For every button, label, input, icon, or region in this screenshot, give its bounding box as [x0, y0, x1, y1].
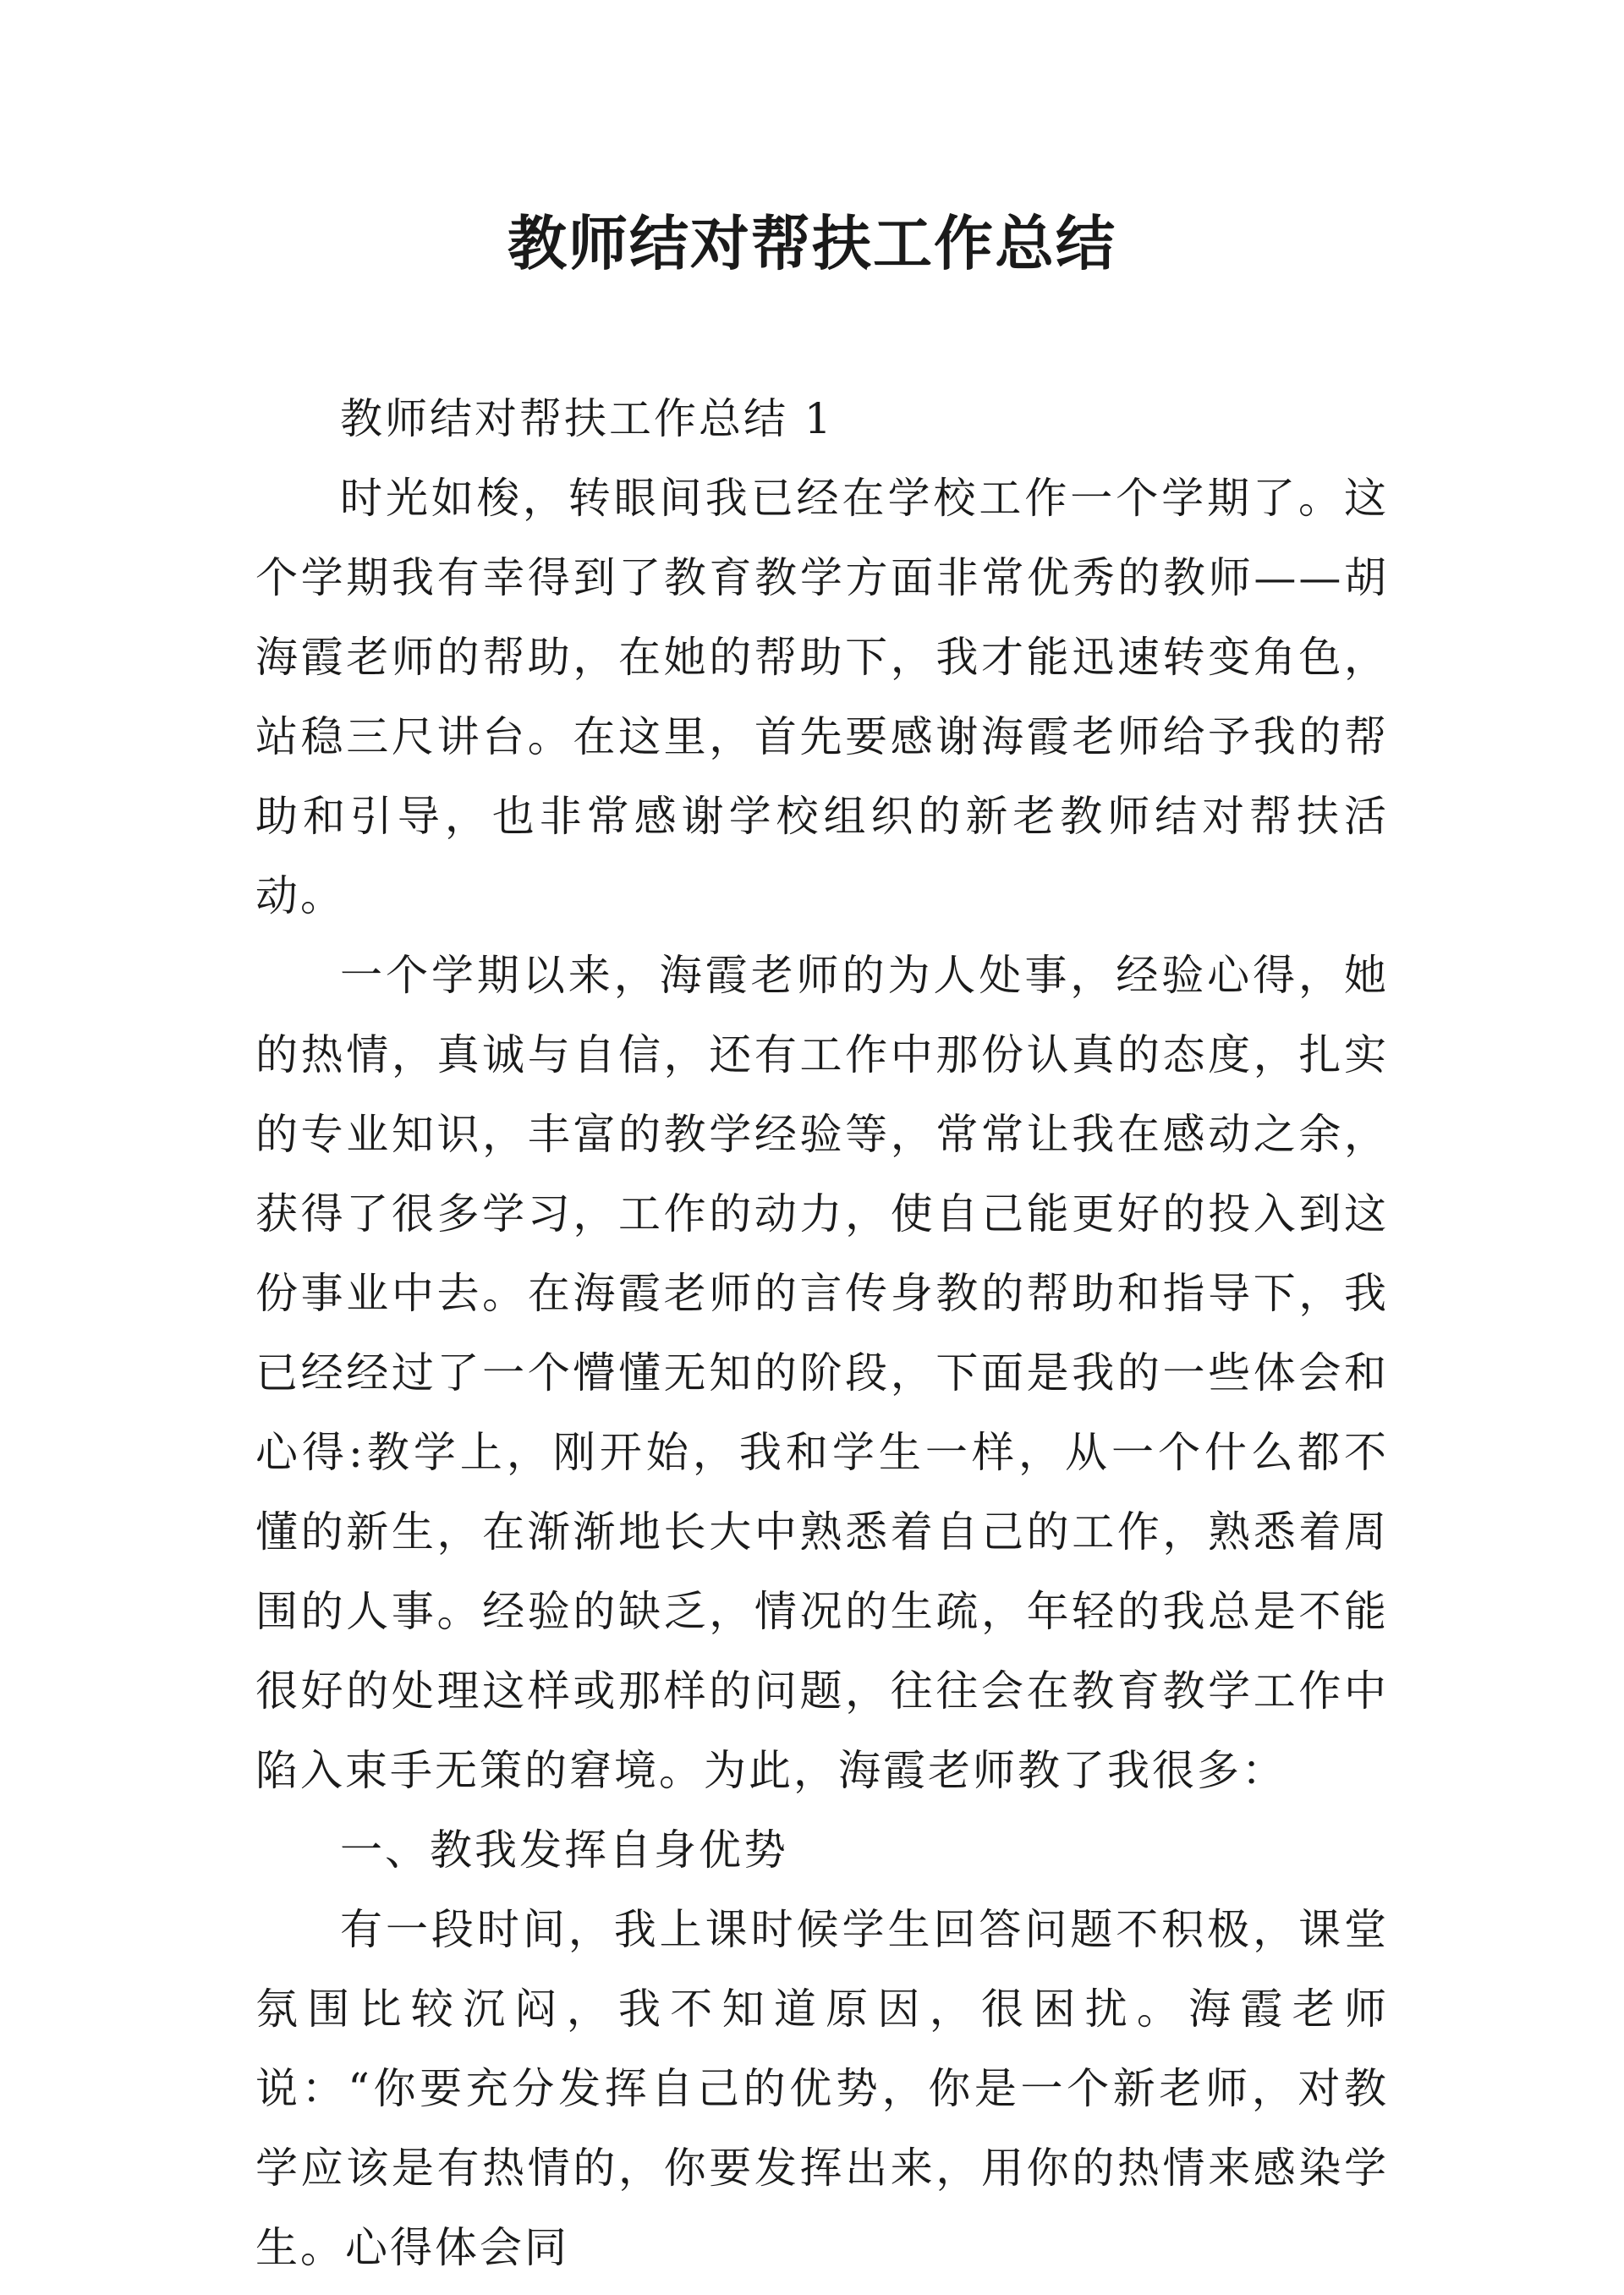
section-heading: 教师结对帮扶工作总结 1 — [340, 394, 834, 443]
paragraph: 有一段时间，我上课时候学生回答问题不积极，课堂氛围比较沉闷，我不知道原因，很困扰。海霞老师说：“你要充分发挥自己的优势，你是一个新老师，对教学应该是有热情的，你要发挥出来，用你的热情来感染学生。心得体会同 — [255, 1905, 1389, 2272]
document-title: 教师结对帮扶工作总结 — [508, 209, 1116, 278]
document-body — [255, 379, 1389, 2287]
sub-heading: 一、教我发挥自身优势 — [340, 1826, 788, 1875]
paragraph: 一个学期以来，海霞老师的为人处事，经验心得，她的热情，真诚与自信，还有工作中那份认真的态度，扎实的专业知识，丰富的教学经验等，常常让我在感动之余，获得了很多学习，工作的动力，使自己能更好的投入到这份事业中去。在海霞老师的言传身教的帮助和指导下，我已经经过了一个懵懂无知的阶段，下面是我的一些体会和心得:教学上，刚开始，我和学生一样，从一个什么都不懂的新生，在渐渐地长大中熟悉着自己的工作，熟悉着周围的人事。经验的缺乏，情况的生疏，年轻的我总是不能很好的处理这样或那样的问题，往往会在教育教学工作中陷入束手无策的窘境。为此，海霞老师教了我很多： — [255, 951, 1389, 1795]
paragraph: 时光如梭，转眼间我已经在学校工作一个学期了。这个学期我有幸得到了教育教学方面非常优秀的教师——胡海霞老师的帮助，在她的帮助下，我才能迅速转变角色，站稳三尺讲台。在这里，首先要感谢海霞老师给予我的帮助和引导，也非常感谢学校组织的新老教师结对帮扶活动。 — [255, 474, 1389, 920]
